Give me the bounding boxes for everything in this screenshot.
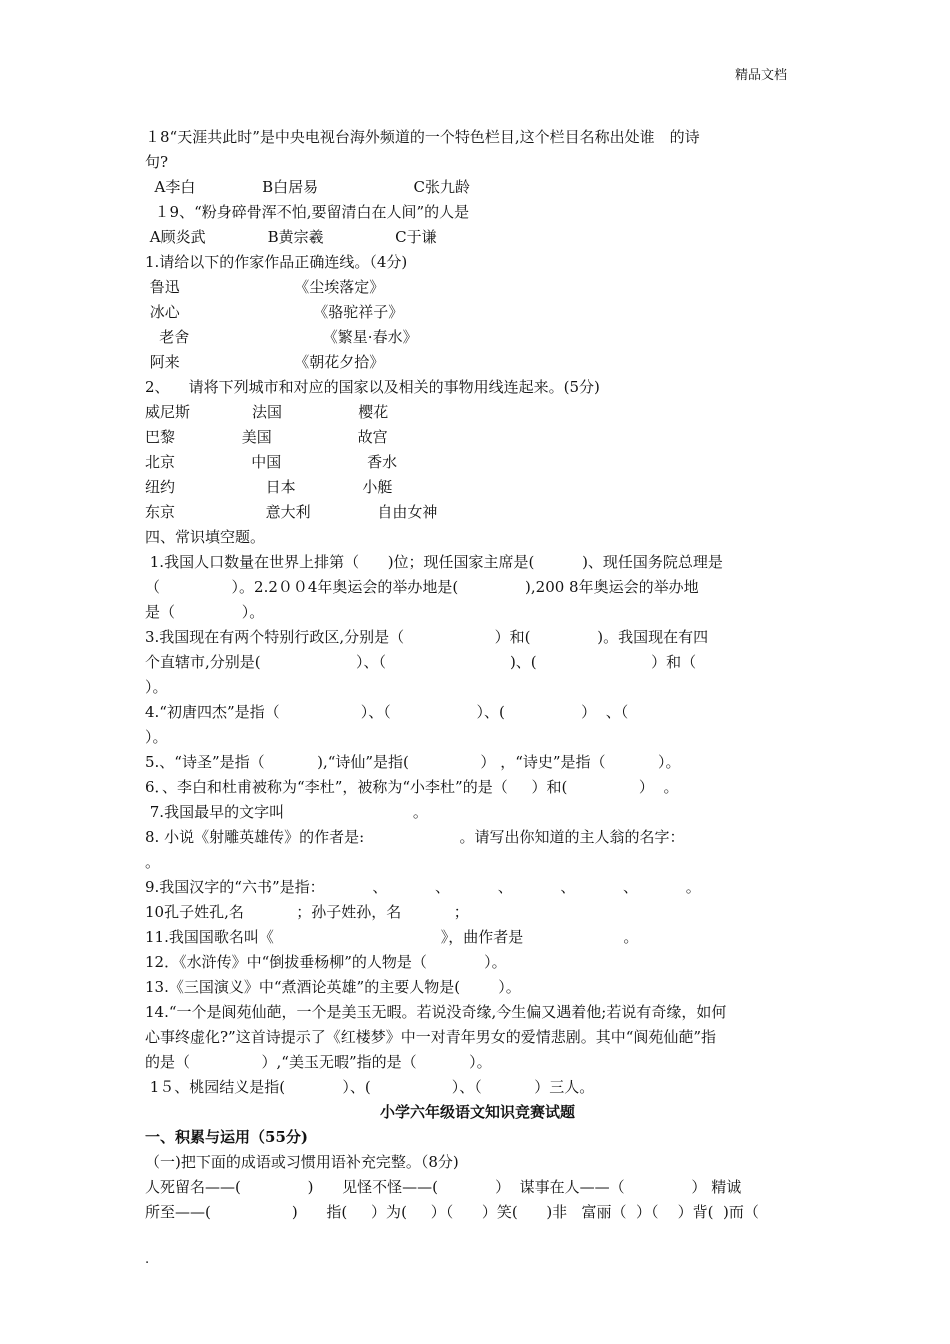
question-line: A李白 B白居易 C张九龄	[145, 178, 470, 196]
question-line: 5.、“诗圣”是指（ ),“诗仙”是指( ） ，“诗史”是指（ ）。	[145, 753, 681, 771]
question-line: 的是（ ）,“美玉无暇”指的是（ ）。	[145, 1053, 492, 1071]
section1-line: （一)把下面的成语或习惯用语补充完整。（8分)	[145, 1153, 459, 1171]
question-line: 是（ ）。	[145, 603, 265, 621]
section1-heading: 一、积累与运用（55分)	[145, 1128, 308, 1146]
section1-line: 所至——( ) 指( ）为( ）（ ）笑( )非 富丽（ ）（ ）背( )而（	[145, 1203, 759, 1221]
question-line: 6．、李白和杜甫被称为“李杜”，被称为“小李杜”的是（ ）和( ） 。	[145, 778, 679, 796]
question-line: （ ）。2.2００4年奥运会的举办地是( ),200 8年奥运会的举办地	[145, 578, 699, 596]
question-line: 2、 请将下列城市和对应的国家以及相关的事物用线连起来。(5分)	[145, 378, 600, 396]
question-line: １8“天涯共此时”是中央电视台海外频道的一个特色栏目,这个栏目名称出处谁 的诗	[145, 128, 700, 146]
question-line: 东京 意大利 自由女神	[145, 503, 438, 521]
question-line: ）。	[145, 728, 168, 746]
page-header-label: 精品文档	[735, 68, 788, 83]
question-line: 句?	[145, 153, 169, 171]
section1-line: 人死留名——( ) 见怪不怪——( ） 谋事在人——（ ） 精诚	[145, 1178, 742, 1196]
question-line: 13.《三国演义》中“煮酒论英雄”的主要人物是( ）。	[145, 978, 521, 996]
question-line: 个直辖市,分别是( ）、（ )、( ）和（	[145, 653, 697, 671]
question-line: 10孔子姓孔,名 ；孙子姓孙，名 ；	[145, 903, 469, 921]
question-line: 1.我国人口数量在世界上排第（ )位；现任国家主席是( )、现任国务院总理是	[145, 553, 723, 571]
question-line: 1５、桃园结义是指( ）、( ）、（ ）三人。	[145, 1078, 595, 1096]
question-line: 四、常识填空题。	[145, 528, 266, 546]
section-title: 小学六年级语文知识竞赛试题	[379, 1103, 575, 1121]
question-line: 11.我国国歌名叫《 》，曲作者是 。	[145, 928, 639, 946]
question-line: A顾炎武 B黄宗羲 C于谦	[145, 228, 437, 246]
footer-dot: .	[145, 1252, 150, 1267]
question-line: 心事终虚化?”这首诗提示了《红楼梦》中一对青年男女的爱情悲剧。其中“阆苑仙葩”指	[145, 1028, 717, 1046]
question-line: 14.“一个是阆苑仙葩，一个是美玉无暇。若说没奇缘,今生偏又遇着他;若说有奇缘，如何	[145, 1003, 727, 1021]
question-line: １9、“粉身碎骨浑不怕,要留清白在人间”的人是	[145, 203, 470, 221]
question-line: 7.我国最早的文字叫 。	[145, 803, 428, 821]
question-line: 1.请给以下的作家作品正确连线。（4分)	[145, 253, 408, 271]
question-line: 巴黎 美国 故宫	[145, 428, 388, 446]
question-line: 冰心 《骆驼祥子》	[145, 303, 404, 321]
question-line: 。	[145, 853, 161, 871]
question-line: 纽约 日本 小艇	[145, 478, 393, 496]
question-line: 北京 中国 香水	[145, 453, 398, 471]
question-line: 鲁迅 《尘埃落定》	[145, 278, 385, 296]
question-line: ）。	[145, 678, 168, 696]
question-line: 8. 小说《射雕英雄传》的作者是: 。请写出你知道的主人翁的名字：	[145, 828, 685, 846]
question-line: 3.我国现在有两个特别行政区,分别是（ ）和( )。我国现在有四	[145, 628, 709, 646]
question-line: 威尼斯 法国 樱花	[145, 403, 389, 421]
question-line: 4.“初唐四杰”是指（ ）、（ ）、( ） 、（	[145, 703, 629, 721]
question-line: 12．《水浒传》中“倒拔垂杨柳”的人物是（ ）。	[145, 953, 507, 971]
question-line: 9.我国汉字的“六书”是指： 、 、 、 、 、 。	[145, 878, 701, 896]
question-line: 老舍 《繁星·春水》	[145, 328, 418, 346]
question-line: 阿来 《朝花夕拾》	[145, 353, 385, 371]
